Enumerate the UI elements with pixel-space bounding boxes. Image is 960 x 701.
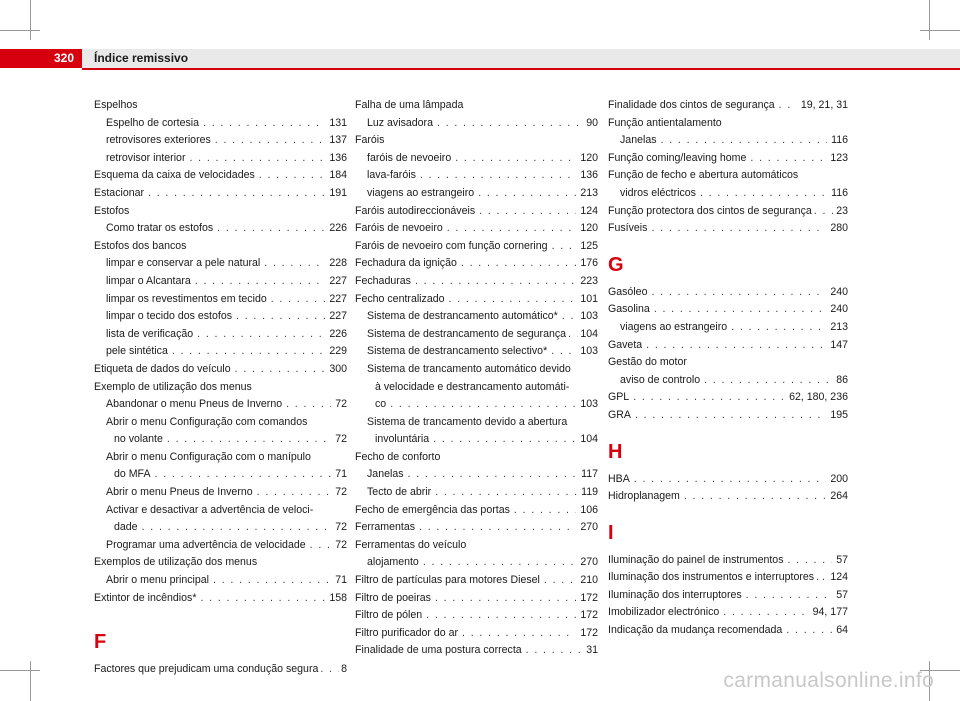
index-entry[interactable]: Iluminação dos instrumentos e interruptores . . . 124 bbox=[608, 569, 848, 587]
crop-mark bbox=[0, 670, 40, 671]
index-entry[interactable]: Janelas . . . 117 bbox=[355, 466, 598, 484]
index-entry[interactable]: dade . . . 72 bbox=[94, 519, 347, 537]
index-entry[interactable]: retrovisor interior . . . 136 bbox=[94, 150, 347, 168]
index-entry[interactable]: GPL . . . 62, 180, 236 bbox=[608, 389, 848, 407]
index-entry[interactable]: alojamento . . . 270 bbox=[355, 554, 598, 572]
index-heading: Estofos dos bancos bbox=[94, 239, 187, 252]
index-letter-heading: G bbox=[608, 253, 624, 276]
index-entry[interactable]: viagens ao estrangeiro . . . 213 bbox=[608, 319, 848, 337]
index-entry[interactable]: Hidroplanagem . . . 264 bbox=[608, 488, 848, 506]
index-heading: Faróis bbox=[355, 134, 385, 147]
index-column-3 bbox=[608, 97, 848, 640]
index-entry[interactable]: Faróis autodireccionáveis . . . 124 bbox=[355, 203, 598, 221]
index-heading: Função antientalamento bbox=[608, 116, 722, 129]
index-entry[interactable]: Fecho centralizado . . . 101 bbox=[355, 291, 598, 309]
index-entry[interactable]: aviso de controlo . . . 86 bbox=[608, 372, 848, 390]
index-subheading: à velocidade e destrancamento automáti- bbox=[375, 380, 570, 393]
index-entry[interactable]: Faróis de nevoeiro . . . 120 bbox=[355, 220, 598, 238]
index-entry[interactable]: pele sintética . . . 229 bbox=[94, 343, 347, 361]
index-entry[interactable]: Imobilizador electrónico . . . 94, 177 bbox=[608, 604, 848, 622]
index-entry[interactable]: viagens ao estrangeiro . . . 213 bbox=[355, 185, 598, 203]
index-entry[interactable]: Gasolina . . . 240 bbox=[608, 301, 848, 319]
index-entry[interactable]: no volante . . . 72 bbox=[94, 431, 347, 449]
index-entry[interactable]: Filtro de pólen . . . 172 bbox=[355, 607, 598, 625]
index-entry[interactable]: Sistema de destrancamento automático* . . . 103 bbox=[355, 308, 598, 326]
index-entry[interactable]: Finalidade dos cintos de segurança . . . 19, 21, 31 bbox=[608, 97, 848, 115]
index-subheading: Abrir o menu Configuração com comandos bbox=[106, 415, 308, 428]
index-entry[interactable]: Fusíveis . . . 280 bbox=[608, 220, 848, 238]
page-title: Índice remissivo bbox=[94, 51, 189, 65]
index-heading: Falha de uma lâmpada bbox=[355, 99, 464, 111]
index-entry[interactable]: Espelho de cortesia . . . 131 bbox=[94, 115, 347, 133]
index-entry[interactable]: Filtro de poeiras . . . 172 bbox=[355, 590, 598, 608]
index-subheading: Abrir o menu Configuração com o manípulo bbox=[106, 450, 311, 463]
index-heading: Espelhos bbox=[94, 99, 138, 111]
page-header bbox=[0, 49, 960, 68]
index-heading: Exemplos de utilização dos menus bbox=[94, 556, 258, 569]
index-column-1 bbox=[94, 97, 347, 679]
index-heading: Gestão do motor bbox=[608, 356, 687, 369]
header-rule bbox=[82, 68, 960, 70]
index-entry[interactable]: Iluminação dos interruptores . . . 57 bbox=[608, 587, 848, 605]
index-entry[interactable]: co . . . 103 bbox=[355, 396, 598, 414]
index-entry[interactable]: Gasóleo . . . 240 bbox=[608, 284, 848, 302]
index-entry[interactable]: Ferramentas . . . 270 bbox=[355, 519, 598, 537]
index-entry[interactable]: Sistema de destrancamento selectivo* . . . 103 bbox=[355, 343, 598, 361]
index-heading: Função de fecho e abertura automáticos bbox=[608, 169, 799, 182]
index-heading: Estofos bbox=[94, 204, 130, 217]
index-entry[interactable]: do MFA . . . 71 bbox=[94, 466, 347, 484]
index-entry[interactable]: involuntária . . . 104 bbox=[355, 431, 598, 449]
index-subheading: Activar e desactivar a advertência de veloci- bbox=[106, 503, 314, 516]
index-entry[interactable]: Filtro de partículas para motores Diesel . . . 210 bbox=[355, 572, 598, 590]
index-entry[interactable]: Como tratar os estofos . . . 226 bbox=[94, 220, 347, 238]
index-heading: Ferramentas do veículo bbox=[355, 538, 467, 551]
index-entry[interactable]: Indicação da mudança recomendada . . . 64 bbox=[608, 622, 848, 640]
page-number: 320 bbox=[54, 51, 75, 65]
index-column-2 bbox=[355, 97, 598, 660]
index-entry[interactable]: GRA . . . 195 bbox=[608, 407, 848, 425]
index-entry[interactable]: Programar uma advertência de velocidade . . . 72 bbox=[94, 537, 347, 555]
index-entry[interactable]: Luz avisadora . . . 90 bbox=[355, 115, 598, 133]
index-heading: Exemplo de utilização dos menus bbox=[94, 380, 252, 393]
index-entry[interactable]: Factores que prejudicam uma condução segura . . . 8 bbox=[94, 661, 347, 679]
index-entry[interactable]: lava-faróis . . . 136 bbox=[355, 167, 598, 185]
index-entry[interactable]: Etiqueta de dados do veículo . . . 300 bbox=[94, 361, 347, 379]
index-entry[interactable]: lista de verificação . . . 226 bbox=[94, 326, 347, 344]
index-entry[interactable]: Extintor de incêndios* . . . 158 bbox=[94, 590, 347, 608]
index-entry[interactable]: Sistema de destrancamento de segurança . . . 104 bbox=[355, 326, 598, 344]
index-entry[interactable]: Gaveta . . . 147 bbox=[608, 337, 848, 355]
crop-mark bbox=[929, 0, 930, 40]
watermark: carmanualsonline.info bbox=[723, 669, 934, 692]
index-entry[interactable]: Filtro purificador do ar . . . 172 bbox=[355, 625, 598, 643]
index-entry[interactable]: Estacionar . . . 191 bbox=[94, 185, 347, 203]
index-letter-heading: H bbox=[608, 440, 623, 463]
index-entry[interactable]: Janelas . . . 116 bbox=[608, 132, 848, 150]
crop-mark bbox=[0, 30, 40, 31]
index-entry[interactable]: Abandonar o menu Pneus de Inverno . . . 72 bbox=[94, 396, 347, 414]
index-entry[interactable]: limpar o tecido dos estofos . . . 227 bbox=[94, 308, 347, 326]
index-entry[interactable]: faróis de nevoeiro . . . 120 bbox=[355, 150, 598, 168]
index-entry[interactable]: vidros eléctricos . . . 116 bbox=[608, 185, 848, 203]
index-entry[interactable]: Esquema da caixa de velocidades . . . 184 bbox=[94, 167, 347, 185]
crop-mark bbox=[30, 661, 31, 701]
index-entry[interactable]: Fecho de emergência das portas . . . 106 bbox=[355, 502, 598, 520]
index-letter-heading: F bbox=[94, 631, 107, 654]
index-entry[interactable]: limpar os revestimentos em tecido . . . 227 bbox=[94, 291, 347, 309]
index-entry[interactable]: Iluminação do painel de instrumentos . . . 57 bbox=[608, 552, 848, 570]
crop-mark bbox=[30, 0, 31, 40]
index-heading: Fecho de conforto bbox=[355, 450, 441, 463]
index-entry[interactable]: Fechaduras . . . 223 bbox=[355, 273, 598, 291]
header-band bbox=[82, 49, 960, 68]
index-entry[interactable]: Função coming/leaving home . . . 123 bbox=[608, 150, 848, 168]
index-entry[interactable]: HBA . . . 200 bbox=[608, 471, 848, 489]
index-entry[interactable]: Finalidade de uma postura correcta . . . 31 bbox=[355, 642, 598, 660]
index-entry[interactable]: Abrir o menu principal . . . 71 bbox=[94, 572, 347, 590]
index-subheading: Sistema de trancamento automático devido bbox=[367, 362, 571, 375]
index-entry[interactable]: Abrir o menu Pneus de Inverno . . . 72 bbox=[94, 484, 347, 502]
index-entry[interactable]: limpar o Alcantara . . . 227 bbox=[94, 273, 347, 291]
index-entry[interactable]: retrovisores exteriores . . . 137 bbox=[94, 132, 347, 150]
index-entry[interactable]: Faróis de nevoeiro com função cornering . . . 125 bbox=[355, 238, 598, 256]
crop-mark bbox=[920, 30, 960, 31]
index-subheading: Sistema de trancamento devido a abertura bbox=[367, 415, 568, 428]
index-letter-heading: I bbox=[608, 521, 614, 544]
index-entry[interactable]: limpar e conservar a pele natural . . . 228 bbox=[94, 255, 347, 273]
index-entry[interactable]: Fechadura da ignição . . . 176 bbox=[355, 255, 598, 273]
index-entry[interactable]: Função protectora dos cintos de segurança . . . 23 bbox=[608, 203, 848, 221]
index-entry[interactable]: Tecto de abrir . . . 119 bbox=[355, 484, 598, 502]
